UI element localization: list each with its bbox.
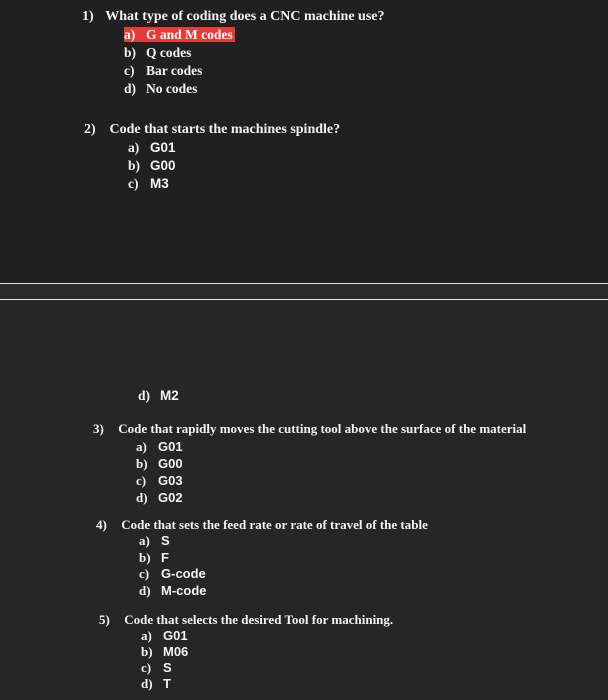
option-text: M06: [163, 644, 189, 659]
option-text: M2: [160, 388, 179, 403]
option-text: G-code: [161, 566, 206, 581]
option-text: S: [163, 660, 172, 675]
question-4: [96, 516, 428, 534]
option-letter: b): [139, 549, 151, 565]
option-letter: b): [128, 158, 141, 173]
option-letter: c): [128, 176, 139, 191]
option-letter: b): [141, 644, 153, 659]
option-text: M3: [150, 176, 169, 191]
option-text: G02: [158, 490, 183, 505]
question-5: [99, 611, 393, 629]
option-d: [139, 583, 207, 600]
option-text: G03: [158, 473, 183, 488]
option-b: [136, 455, 183, 472]
option-c: [124, 62, 235, 80]
option-d: [138, 387, 179, 405]
option-text: G and M codes: [146, 27, 233, 42]
option-letter: a): [124, 27, 136, 42]
question-number: 2): [84, 122, 96, 137]
question-3: [93, 420, 526, 438]
question-1-options: [124, 26, 235, 98]
question-text: What type of coding does a CNC machine use?: [105, 9, 385, 24]
option-text: No codes: [146, 81, 198, 96]
option-a: [136, 438, 183, 455]
option-text: F: [161, 549, 169, 565]
option-text: G01: [158, 439, 183, 454]
option-d: [136, 489, 183, 506]
question-text: Code that sets the feed rate or rate of travel of the table: [121, 517, 428, 532]
option-letter: a): [139, 533, 150, 548]
question-number: 3): [93, 421, 104, 436]
option-letter: d): [138, 388, 151, 403]
question-number: 4): [96, 517, 107, 532]
option-letter: d): [141, 676, 153, 691]
option-a: [139, 533, 207, 550]
option-b: [139, 550, 207, 567]
option-text: S: [161, 533, 170, 548]
option-letter: d): [139, 582, 151, 598]
option-text: T: [163, 676, 171, 691]
question-number: 1): [82, 9, 94, 24]
question-text: Code that selects the desired Tool for machining.: [124, 612, 394, 627]
question-1: [82, 8, 384, 26]
option-c: [136, 472, 183, 489]
option-letter: d): [136, 490, 148, 505]
option-text: G00: [158, 456, 183, 471]
option-letter: b): [136, 456, 148, 471]
question-3-options: [136, 438, 183, 506]
option-text: G01: [150, 140, 176, 155]
option-letter: a): [141, 628, 152, 643]
option-text: G00: [150, 158, 176, 173]
option-text: Bar codes: [146, 63, 203, 78]
option-letter: a): [136, 439, 147, 454]
question-number: 5): [99, 612, 110, 627]
option-text: M-code: [161, 582, 207, 598]
question-text: Code that starts the machines spindle?: [109, 122, 341, 137]
page-separator: [0, 284, 608, 300]
option-d: [141, 676, 188, 692]
option-d: [124, 80, 235, 98]
option-a: [141, 628, 188, 644]
option-c: [141, 660, 188, 676]
question-2-options: [128, 139, 176, 193]
option-text: G01: [163, 628, 188, 643]
option-letter: d): [124, 81, 137, 96]
option-b: [128, 157, 176, 175]
option-c: [128, 175, 176, 193]
option-letter: c): [139, 566, 150, 581]
question-4-options: [139, 533, 207, 599]
question-text: Code that rapidly moves the cutting tool above the surface of the material: [118, 421, 527, 436]
option-c: [139, 566, 207, 583]
question-5-options: [141, 628, 188, 692]
option-text: Q codes: [146, 45, 192, 60]
option-a: [128, 139, 176, 157]
option-letter: c): [124, 63, 135, 78]
question-2: [84, 121, 340, 139]
option-b: [141, 644, 188, 660]
option-letter: c): [141, 660, 152, 675]
option-a: [124, 26, 235, 44]
option-letter: c): [136, 473, 147, 488]
option-letter: b): [124, 45, 137, 60]
page-bottom-photo: [0, 300, 608, 700]
option-letter: a): [128, 140, 140, 155]
question-2-continued-options: [138, 387, 179, 405]
page-top-photo: [0, 0, 608, 284]
option-b: [124, 44, 235, 62]
